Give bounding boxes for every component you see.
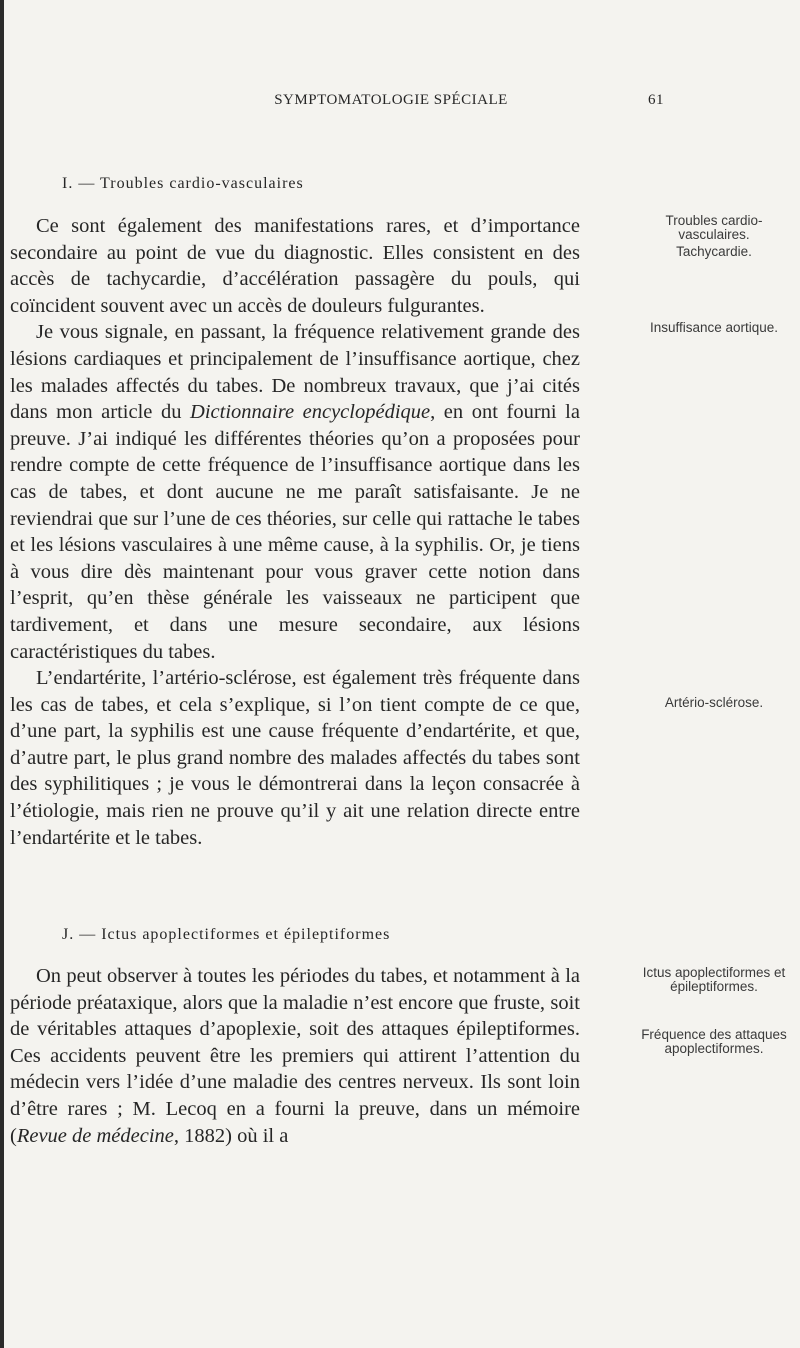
- dictionnaire-title: Dictionnaire encyclopédique: [190, 401, 431, 424]
- margin-note-arterio: Artério-sclérose.: [664, 695, 764, 710]
- margin-note-tachycardie: Tachycardie.: [676, 244, 752, 259]
- paragraph-endarterite: L’endartérite, l’artério-sclérose, est également très fréquente dans les cas de tabes, et cela s’explique, si l’on tient compte de ce que, d’une part, la syphilis est une cause fréquente d’endartérite, et que, d’autre part, le plus grand nombre des malades affectés du tabes sont des syphilitiques ; je vous le démontrerai dans la leçon consacrée à l’étiologie, mais rien ne prouve qu’il y ait une relation directe entre l’endartérite et le tabes.: [10, 667, 580, 849]
- page-binding-edge: [0, 0, 4, 1348]
- page-number: 61: [648, 92, 664, 108]
- paragraph-insuffisance: [10, 319, 580, 665]
- margin-note-frequence: Fréquence des attaques apoplectiformes.: [641, 1027, 787, 1056]
- paragraph-ictus: [10, 963, 580, 1149]
- margin-note-ictus: Ictus apoplectiformes et épileptiformes.: [642, 965, 786, 994]
- section-heading-i: I. — Troubles cardio-vasculaires: [62, 175, 304, 192]
- paragraph-ictus-text-1: On peut observer à toutes les périodes du tabes, et notamment à la période préataxique, alors que la maladie n’est encore que fruste, soit de véritables attaques d’apoplexie, soit des attaques épileptiformes. Ces accidents peuvent être les premiers qui attirent l’attention du médecin vers l’idée d’une maladie des centres nerveux. Ils sont loin d’être rares ; M. Lecoq en a fourni la preuve, dans un mémoire (: [10, 965, 580, 1147]
- section-i-body: [10, 213, 580, 851]
- paragraph-ictus-text-2: , 1882) où il a: [173, 1124, 289, 1147]
- revue-title: Revue de médecine: [16, 1124, 174, 1147]
- paragraph-insuffisance-text-1: Je vous signale, en passant, la fréquence relativement grande des lésions cardiaques et principalement de l’insuffisance aortique, chez les malades affectés du tabes. De nombreux travaux, que j’ai cités dans mon article du: [10, 321, 580, 424]
- section-heading-j: J. — Ictus apoplectiformes et épileptiformes: [62, 926, 391, 943]
- paragraph-troubles: Ce sont également des manifestations rares, et d’importance secondaire au point de vue du diagnostic. Elles consistent en des accès de tachycardie, d’accélération passagère du pouls, qui coïncident souvent avec un accès de douleurs fulgurantes.: [10, 215, 580, 317]
- margin-note-troubles: Troubles cardio-vasculaires.: [665, 213, 763, 242]
- paragraph-insuffisance-text-2: , en ont fourni la preuve. J’ai indiqué les différentes théories qu’on a proposées pour rendre compte de cette fréquence de l’insuffisance aortique dans les cas de tabes, et dont aucune ne me paraît satisfaisante. Je ne reviendrai que sur l’une de ces théories, sur celle qui rattache le tabes et les lésions vasculaires à une même cause, à la syphilis. Or, je tiens à vous dire dès maintenant pour vous graver cette notion dans l’esprit, qu’en thèse générale les vaisseaux ne participent que tardivement, et dans une mesure secondaire, aux lésions caractéristiques du tabes.: [10, 401, 580, 663]
- margin-note-insuffisance: Insuffisance aortique.: [649, 320, 779, 335]
- running-title: SYMPTOMATOLOGIE SPÉCIALE: [274, 92, 508, 108]
- section-j-body: [10, 963, 580, 1149]
